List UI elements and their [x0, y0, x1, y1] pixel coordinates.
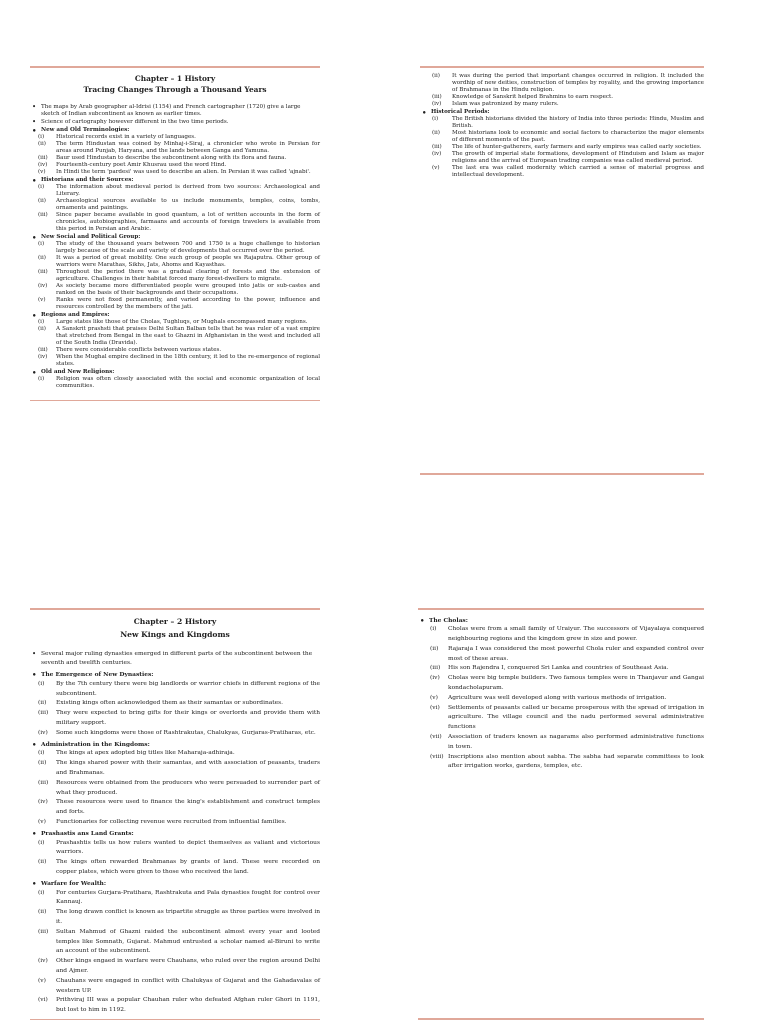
item-text: Prashashtis tells us how rulers wanted to depict themselves as valiant and victorious warriors. [56, 839, 320, 856]
numbered-item [30, 957, 320, 977]
item-text: The long drawn conflict is known as tripartite struggle as three parties were involved in it. [56, 909, 320, 926]
item-text: There were considerable conflicts between various states. [56, 346, 222, 353]
bullet-item: • Several major ruling dynasties emerged in different parts of the subcontinent between the seventh and twelfth centuries. [30, 650, 320, 670]
bottom-rule [420, 473, 704, 475]
page-chapter-2-continued [418, 608, 704, 772]
item-number: (iii) [38, 154, 48, 161]
item-number: (v) [432, 164, 440, 171]
item-number: (i) [38, 375, 45, 382]
item-number: (ii) [38, 254, 46, 261]
numbered-item [418, 694, 704, 704]
item-number: (vii) [430, 734, 442, 741]
page-chapter-1 [30, 66, 320, 401]
item-text: The life of hunter-gatherers, early farmers and early empires was called early societies. [452, 143, 702, 150]
numbered-item [30, 255, 320, 269]
numbered-item [30, 376, 320, 390]
numbered-item [30, 184, 320, 198]
item-number: (v) [38, 819, 46, 826]
section-heading: • Warfare for Wealth: [30, 879, 320, 889]
item-number: (v) [38, 977, 46, 984]
numbered-item [30, 709, 320, 729]
bottom-rule [30, 400, 320, 402]
numbered-item [418, 664, 704, 674]
item-number: (iii) [38, 346, 48, 353]
item-number: (ii) [38, 140, 46, 147]
section-heading: • Old and New Religions: [30, 369, 320, 376]
item-text: The kings often rewarded Brahmanas by grants of land. These were recorded on copper plates, which were given to those who received the land. [56, 859, 320, 876]
numbered-item [30, 889, 320, 909]
item-number: (i) [38, 133, 45, 140]
numbered-item [30, 699, 320, 709]
chapter-title: New Kings and Kingdoms [120, 629, 230, 639]
item-number: (i) [38, 318, 45, 325]
numbered-item [30, 729, 320, 739]
numbered-item [30, 134, 320, 141]
item-number: (v) [38, 296, 46, 303]
numbered-item [30, 977, 320, 997]
section-heading: • The Cholas: [418, 616, 704, 626]
numbered-item [30, 839, 320, 859]
item-number: (iv) [432, 100, 442, 107]
numbered-item [30, 241, 320, 255]
numbered-item [418, 753, 704, 773]
item-text: As society became more differentiated people were grouped into jatis or sub-castes and ranked on the basis of their backgrounds and their occupations. [56, 282, 320, 296]
numbered-item [30, 212, 320, 233]
section-heading: • Historians and their Sources: [30, 177, 320, 184]
item-text: Knowledge of Sanskrit helped Brahmins to earn respect. [452, 93, 614, 100]
item-number: (iv) [38, 958, 48, 965]
item-text: Rajaraja I was considered the most powerful Chola ruler and expanded control over most of these areas. [448, 645, 704, 662]
top-rule [30, 66, 320, 68]
item-number: (iv) [38, 799, 48, 806]
item-text: Functionaries for collecting revenue were recruited from influential families. [56, 819, 287, 826]
item-text: Cholas were from a small family of Uraiyur. The successors of Vijayalaya conquered neighbouring regions and the kingdom grew in size and power. [448, 626, 704, 643]
section-heading: • Administration in the Kingdoms: [30, 740, 320, 750]
numbered-item [418, 733, 704, 753]
content [30, 104, 320, 390]
numbered-item [30, 347, 320, 354]
item-number: (ii) [38, 325, 46, 332]
numbered-item [420, 94, 704, 101]
item-number: (iii) [432, 93, 442, 100]
content [420, 73, 704, 179]
numbered-item [30, 759, 320, 779]
item-text: It was during the period that important changes occurred in religion. It included the wordhip of new deities, construction of temples by royality, and the growing importance of Brahmanas in the Hindu religion. [452, 72, 704, 93]
item-text: Settlements of peasants called ur became prosperous with the spread of irrigation in agriculture. The village council and the nadu performed several administrative functions [448, 704, 704, 731]
item-text: Ranks were not fixed permanently, and varied according to the power, influence and resources controlled by the members of the jati. [56, 296, 320, 310]
numbered-item [30, 779, 320, 799]
section-heading: • Prashastis ans Land Grants: [30, 829, 320, 839]
numbered-item [30, 749, 320, 759]
item-text: Prithviraj III was a popular Chauhan ruler who defeated Afghan ruler Ghori in 1191, but lost to him in 1192. [56, 997, 320, 1014]
item-number: (vi) [38, 997, 48, 1004]
item-number: (iii) [38, 779, 49, 786]
chapter-label: Chapter – 1 History [134, 73, 216, 83]
section-heading: • The Emergence of New Dynasties: [30, 670, 320, 680]
item-text: The British historians divided the history of India into three periods: Hindu, Muslim and British. [452, 115, 704, 129]
content [418, 616, 704, 773]
numbered-item [30, 297, 320, 311]
numbered-item [418, 674, 704, 694]
item-number: (vi) [430, 704, 440, 711]
item-number: (v) [38, 168, 46, 175]
item-number: (i) [38, 889, 45, 896]
item-text: The kings shared power with their samantas, and with association of peasants, traders and Brahmanas. [56, 760, 320, 777]
numbered-item [30, 928, 320, 957]
item-text: By the 7th century there were big landlords or warrior chiefs in different regions of the subcontinent. [56, 680, 320, 697]
page-chapter-2 [30, 608, 320, 1020]
item-number: (ii) [38, 197, 46, 204]
item-text: The growth of imperial state formations, development of Hinduism and Islam as major religions and the arrival of European trading companies was called medieval period. [452, 150, 704, 164]
item-text: They were expected to bring gifts for their kings or overlords and provide them with military support. [56, 710, 320, 727]
top-rule [30, 608, 320, 610]
numbered-item [418, 704, 704, 733]
page-chapter-1-continued [420, 66, 704, 179]
item-text: Most historians look to economic and social factors to characterize the major elements of different moments of the past. [452, 129, 704, 143]
item-text: Religion was often closely associated with the social and economic organization of local communities. [56, 375, 320, 389]
bottom-rule [30, 1019, 320, 1021]
item-number: (ii) [432, 72, 440, 79]
numbered-item [30, 283, 320, 297]
numbered-item [420, 144, 704, 151]
item-text: Large states like those of the Cholas, Tughluqs, or Mughals encompassed many regions. [56, 318, 308, 325]
numbered-item [420, 73, 704, 94]
item-text: Throughout the period there was a gradual clearing of forests and the extension of agriculture. Challenges in their habitat forced many forest-dwellers to migrate. [56, 268, 320, 282]
item-number: (ii) [38, 700, 47, 707]
chapter-title: Tracing Changes Through a Thousand Years [83, 84, 267, 94]
item-text: The study of the thousand years between 700 and 1750 is a huge challenge to historian largely because of the scale and variety of developments that occurred over the period. [56, 240, 320, 254]
item-number: (iii) [38, 928, 49, 935]
item-text: His son Rajendra I, conquered Sri Lanka and countries of Southeast Asia. [448, 665, 669, 672]
item-number: (i) [432, 115, 439, 122]
numbered-item [30, 354, 320, 368]
item-number: (iv) [38, 161, 48, 168]
item-text: Existing kings often acknowledged them as their samantas or subordinates. [56, 700, 284, 707]
item-text: Fourteenth-century poet Amir Khusrau used the word Hind. [56, 161, 227, 168]
item-text: A Sanskrit prashsti that praises Delhi Sultan Balban tells that he was ruler of a vast empire that stretched from Bengal in the east to Ghazni in Afghanistan in the west and included all of the South India (Dravida). [56, 325, 320, 346]
item-number: (ii) [38, 760, 47, 767]
item-number: (ii) [38, 909, 47, 916]
item-number: (viii) [430, 753, 444, 760]
item-number: (i) [38, 240, 45, 247]
item-number: (iv) [38, 353, 48, 360]
item-text: Since paper became available in good quantum, a lot of written accounts in the form of chronicles, autobiographies, farmaans and accounts of foreign travelers is available from this period in Persian and Arabic. [56, 211, 320, 232]
item-number: (i) [38, 839, 45, 846]
item-number: (iv) [38, 729, 48, 736]
numbered-item [420, 130, 704, 144]
numbered-item [30, 818, 320, 828]
numbered-item [30, 326, 320, 347]
numbered-item [30, 996, 320, 1016]
item-number: (ii) [38, 859, 47, 866]
bullet-item: • Science of cartography however different in the two time periods. [30, 119, 320, 126]
item-number: (i) [38, 750, 45, 757]
item-text: Cholas were big temple builders. Two famous temples were in Thanjavur and Gangai kondacholapuram. [448, 675, 704, 692]
top-rule [418, 608, 704, 610]
item-number: (i) [430, 626, 437, 633]
item-number: (iv) [430, 675, 440, 682]
item-number: (i) [38, 183, 45, 190]
item-text: The kings at apex adopted big titles like Maharaja-adhiraja. [56, 750, 235, 757]
bullet-item: • The maps by Arab geographer al-Idrisi (1154) and French cartographer (1720) give a large sketch of Indian subcontinent as known as earlier times. [30, 104, 320, 118]
item-number: (ii) [430, 645, 439, 652]
item-text: It was a period of great mobility. One such group of people ws Rajaputra. Other group of warriors were Marathas, Sikhs, Jats, Ahoms and Kayasthas. [56, 254, 320, 268]
item-text: Inscriptions also mention about sabha. The sabha had separate committees to look after irrigation works, gardens, temples, etc. [448, 753, 704, 770]
numbered-item [420, 151, 704, 165]
numbered-item [30, 155, 320, 162]
item-number: (iii) [432, 143, 442, 150]
numbered-item [30, 858, 320, 878]
numbered-item [418, 645, 704, 665]
bottom-rule [418, 1018, 704, 1020]
item-text: Some such kingdoms were those of Rashtrakutas, Chalukyas, Gurjaras-Pratiharas, etc. [56, 729, 316, 736]
numbered-item [420, 101, 704, 108]
item-text: Archaeological sources available to us include monuments, temples, coins, tombs, ornaments and paintings. [56, 197, 320, 211]
item-text: Resources were obtained from the producers who were persuaded to surrender part of what they produced. [56, 779, 320, 796]
section-heading: • New Social and Political Group: [30, 234, 320, 241]
item-number: (iv) [432, 150, 442, 157]
item-number: (iii) [38, 211, 48, 218]
numbered-item [30, 908, 320, 928]
numbered-item [30, 319, 320, 326]
item-number: (iii) [430, 665, 441, 672]
item-number: (ii) [432, 129, 440, 136]
item-number: (v) [430, 694, 438, 701]
item-text: The information about medieval period is derived from two sources: Archaeological and Literary. [56, 183, 320, 197]
item-text: The term Hindustan was coined by Minhaj-i-Siraj, a chronicler who wrote in Persian for areas around Punjab, Haryana, and the lands between Ganga and Yamuna. [56, 140, 320, 154]
item-text: Islam was patronized by many rulers. [452, 100, 559, 107]
item-text: Agriculture was well developed along with various methods of irrigation. [448, 694, 667, 701]
item-text: For centuries Gurjara-Pratihara, Rashtrakuta and Pala dynasties fought for control over Kannauj. [56, 889, 320, 906]
numbered-item [30, 269, 320, 283]
item-text: Association of traders known as nagarams also performed administrative functions in town. [448, 734, 704, 750]
item-text: Other kings engaed in warfare were Chauhans, who ruled over the region around Delhi and Ajmer. [56, 958, 320, 974]
item-text: In Hindi the term 'pardesi' was used to describe an alien. In Persian it was called 'ajnabi'. [56, 168, 311, 175]
item-text: When the Mughal empire declined in the 18th century, it led to the re-emergence of regional states. [56, 353, 320, 367]
numbered-item [30, 680, 320, 700]
section-heading: • Historical Periods: [420, 109, 704, 116]
item-text: These resources were used to finance the king's establishment and construct temples and forts. [56, 799, 320, 816]
chapter-label: Chapter – 2 History [133, 616, 217, 626]
content [30, 650, 320, 1016]
item-text: Sultan Mahmud of Ghazni raided the subcontinent almost every year and looted temples like Somnath, Gujarat. Mahmud entrusted a scholar named al-Biruni to write an account of the subcontinent. [56, 928, 320, 955]
numbered-item [30, 798, 320, 818]
item-text: The last era was called modernity which carried a sense of material progress and intellectual development. [452, 164, 704, 178]
item-number: (i) [38, 680, 45, 687]
item-text: Chauhans were engaged in conflict with Chalukyas of Gujarat and the Gahadavalas of western UP. [56, 977, 320, 994]
item-number: (iii) [38, 710, 49, 717]
numbered-item [420, 116, 704, 130]
item-text: Baur used Hindustan to describe the subcontinent along with its flora and fauna. [56, 154, 287, 161]
numbered-item [30, 198, 320, 212]
section-heading: • New and Old Terminologies: [30, 127, 320, 134]
item-number: (iii) [38, 268, 48, 275]
numbered-item [30, 162, 320, 169]
section-heading: • Regions and Empires: [30, 312, 320, 319]
item-number: (iv) [38, 282, 48, 289]
numbered-item [418, 625, 704, 645]
item-text: Historical records exist in a variety of languages. [56, 133, 196, 140]
numbered-item [420, 165, 704, 179]
top-rule [420, 66, 704, 68]
numbered-item [30, 169, 320, 176]
numbered-item [30, 141, 320, 155]
